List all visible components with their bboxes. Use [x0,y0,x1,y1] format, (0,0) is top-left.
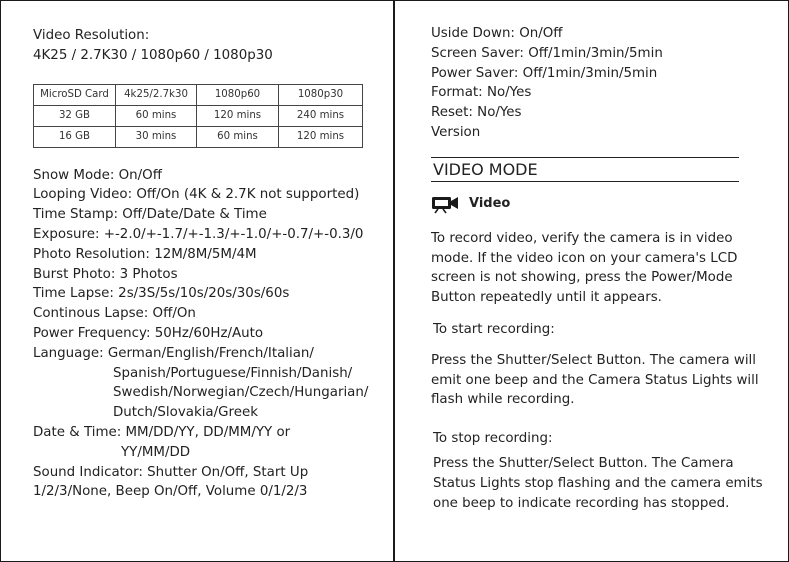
intro-line: mode. If the video icon on your camera's LCD [431,250,738,266]
table-row [34,105,363,126]
intro-line: To record video, verify the camera is in video [431,230,733,246]
setting-date-time: Date & Time: MM/DD/YY, DD/MM/YY or [33,424,291,440]
settings-list [33,166,378,503]
start-recording-heading: To start recording: [433,321,555,337]
setting-snow-mode: Snow Mode: On/Off [33,167,162,183]
setting-photo-resolution: Photo Resolution: 12M/8M/5M/4M [33,246,257,262]
setting-time-stamp: Time Stamp: Off/Date/Date & Time [33,207,267,223]
video-camera-icon [431,194,461,214]
setting-language-cont: Spanish/Portuguese/Finnish/Danish/ [113,365,353,381]
table-header-row [34,84,363,105]
setting-power-saver: Power Saver: Off/1min/3min/5min [431,65,658,81]
setting-time-lapse: Time Lapse: 2s/3S/5s/10s/20s/30s/60s [33,286,290,302]
setting-screen-saver: Screen Saver: Off/1min/3min/5min [431,45,663,61]
table-header-cell: 4k25/2.7k30 [116,84,197,105]
setting-date-time-cont: YY/MM/DD [121,444,191,460]
table-cell: 60 mins [116,105,197,126]
stop-line: one beep to indicate recording has stopped. [433,495,730,511]
stop-line: Press the Shutter/Select Button. The Camera [433,455,734,471]
resolution-values: 4K25 / 2.7K30 / 1080p60 / 1080p30 [33,47,273,63]
table-header-cell: 1080p30 [279,84,363,105]
start-line: flash while recording. [431,392,575,408]
table-cell: 30 mins [116,126,197,147]
table-row [34,126,363,147]
right-column [431,24,761,513]
start-recording-text [431,351,761,410]
table-header-cell: MicroSD Card [34,84,116,105]
setting-language-cont: Swedish/Norwegian/Czech/Hungarian/ [113,385,369,401]
setting-sound-indicator: Sound Indicator: Shutter On/Off, Start Up [33,464,309,480]
video-label: Video [469,196,511,212]
resolution-label: Video Resolution: [33,28,150,43]
setting-reset: Reset: No/Yes [431,105,522,121]
column-divider [393,0,395,562]
setting-continous-lapse: Continous Lapse: Off/On [33,306,196,322]
video-heading [431,194,761,214]
stop-recording-heading: To stop recording: [433,431,553,447]
recording-time-table [33,84,363,148]
table-header-cell: 1080p60 [197,84,279,105]
setting-upside-down: Uside Down: On/Off [431,26,563,41]
setting-format: Format: No/Yes [431,85,532,101]
setting-language: Language: German/English/French/Italian/ [33,345,314,361]
stop-line: Status Lights stop flashing and the camera emits [433,475,763,491]
table-cell: 240 mins [279,105,363,126]
setting-sound-indicator-cont: 1/2/3/None, Beep On/Off, Volume 0/1/2/3 [33,484,308,500]
setting-version: Version [431,124,481,140]
setting-burst-photo: Burst Photo: 3 Photos [33,266,178,282]
intro-line: screen is not showing, press the Power/Mode [431,270,733,286]
setting-looping-video: Looping Video: Off/On (4K & 2.7K not supported) [33,187,360,203]
intro-line: Button repeatedly until it appears. [431,290,662,306]
setting-language-cont: Dutch/Slovakia/Greek [113,405,258,421]
table-cell: 32 GB [34,105,116,126]
start-line: Press the Shutter/Select Button. The camera will [431,352,756,368]
left-column [33,26,378,502]
setting-power-frequency: Power Frequency: 50Hz/60Hz/Auto [33,325,264,341]
video-intro [431,229,761,308]
table-cell: 16 GB [34,126,116,147]
stop-recording-text [431,454,761,513]
table-cell: 60 mins [197,126,279,147]
video-mode-title: VIDEO MODE [431,157,739,182]
start-line: emit one beep and the Camera Status Lights will [431,372,759,388]
table-cell: 120 mins [197,105,279,126]
setting-exposure: Exposure: +-2.0/+-1.7/+-1.3/+-1.0/+-0.7/+-0.3/0 [33,226,364,242]
table-cell: 120 mins [279,126,363,147]
